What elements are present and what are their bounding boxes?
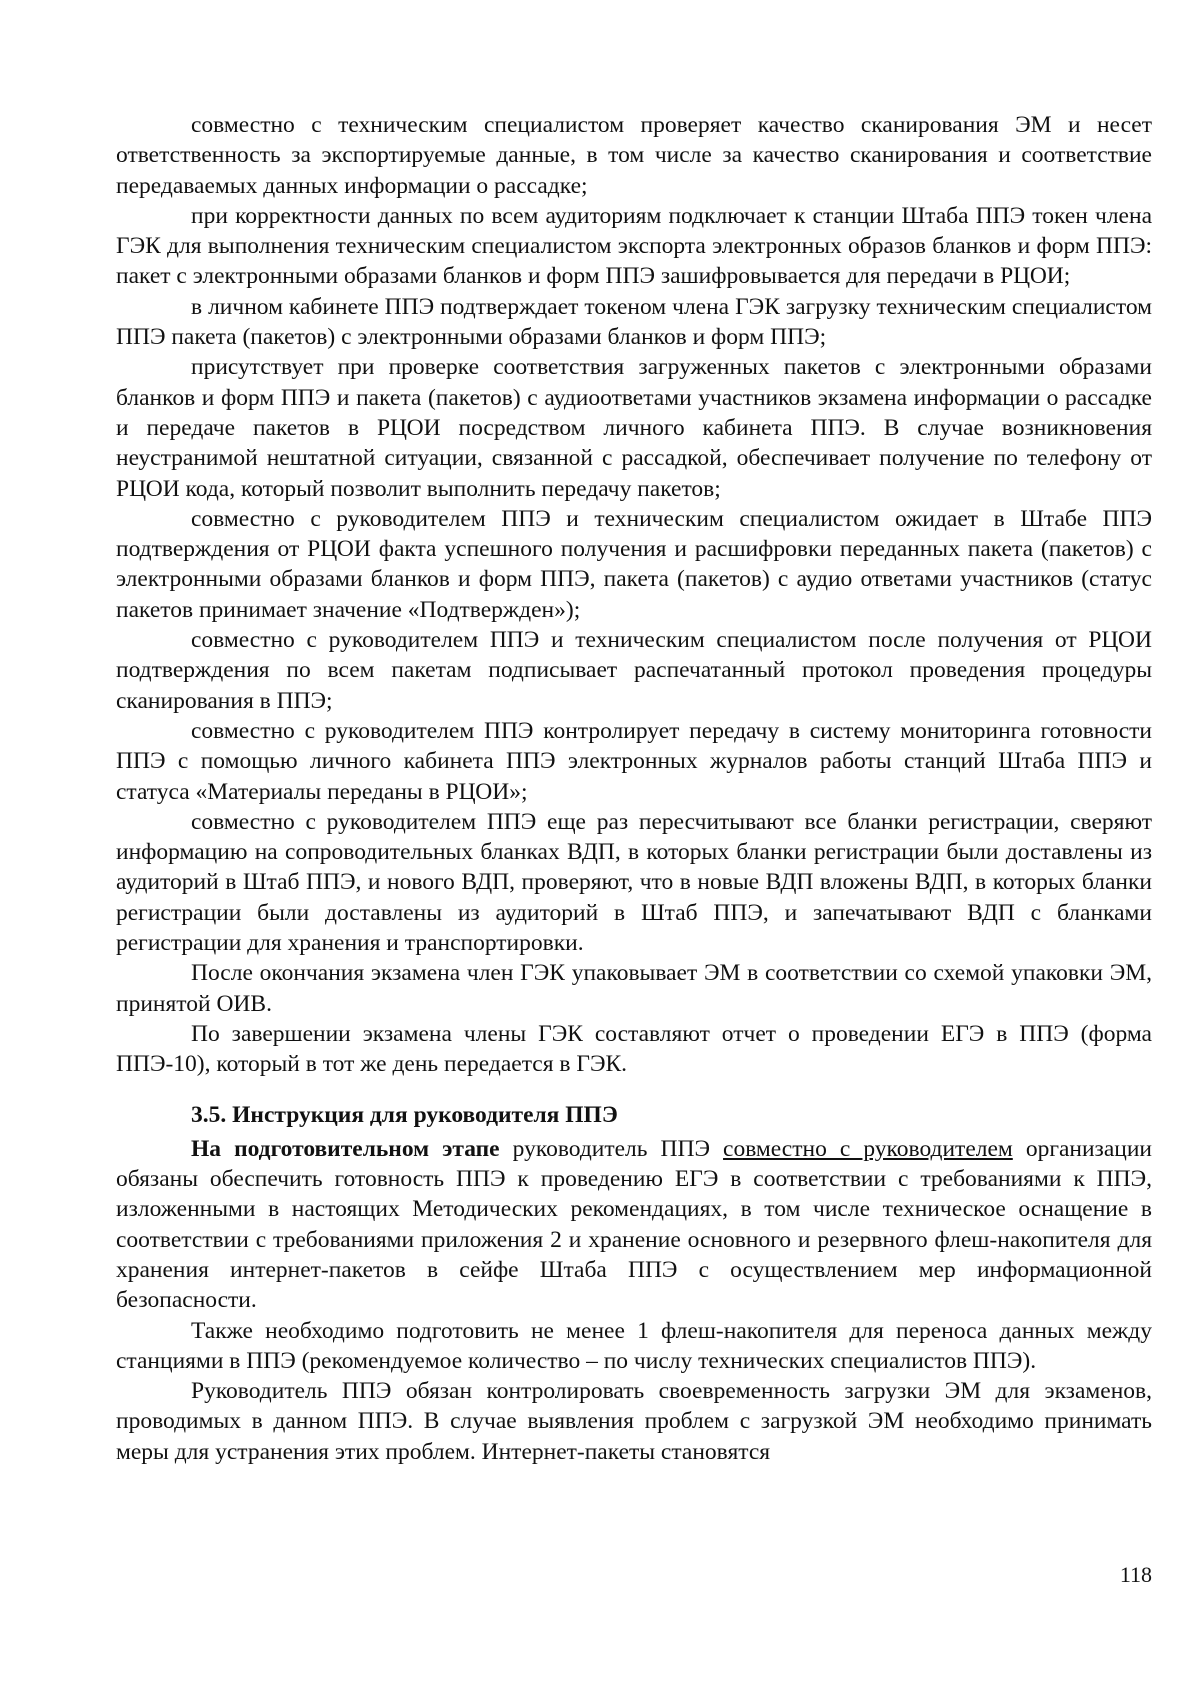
paragraph-head-control: Руководитель ППЭ обязан контролировать своевременность загрузки ЭМ для экзаменов, проводимых в данном ППЭ. В случае выявления проблем с загрузкой ЭМ необходимо принимать меры для устранения этих проблем. Интернет-пакеты становятся — [116, 1378, 1152, 1465]
paragraph-gek-report: По завершении экзамена члены ГЭК составляют отчет о проведении ЕГЭ в ППЭ (форма ППЭ-10), который в тот же день передается в ГЭК. — [116, 1020, 1152, 1078]
paragraph-gek-await-confirmation: совместно с руководителем ППЭ и техническим специалистом ожидает в Штабе ППЭ подтверждения от РЦОИ факта успешного получения и расшифровки переданных пакета (пакетов) с электронными образами бланков и форм ППЭ, пакета (пакетов) с аудио ответами участников (статус пакетов принимает значение «Подтвержден»); — [116, 505, 1152, 623]
paragraph-gek-sign-protocol: совместно с руководителем ППЭ и техническим специалистом после получения от РЦОИ подтверждения по всем пакетам подписывает распечатанный протокол проведения процедуры сканирования в ППЭ; — [116, 627, 1152, 714]
paragraph-gek-monitoring: совместно с руководителем ППЭ контролирует передачу в систему мониторинга готовности ППЭ с помощью личного кабинета ППЭ электронных журналов работы станций Штаба ППЭ и статуса «Материалы переданы в РЦОИ»; — [116, 717, 1152, 805]
page-number: 118 — [1119, 1562, 1152, 1587]
intro-text-2: организации обязаны обеспечить готовность ППЭ к проведению ЕГЭ в соответствии с требованиями к ППЭ, изложенными в настоящих Методических рекомендациях, в том числе техническое оснащение в соответствии с требованиями приложения 2 и хранение основного и резервного флеш-накопителя для хранения интернет-пакетов в сейфе Штаба ППЭ с осуществлением мер информационной безопасности. — [116, 1135, 1152, 1314]
intro-text-1: руководитель ППЭ — [499, 1135, 724, 1162]
document-page — [116, 110, 1152, 1467]
paragraph-gek-check-packages: присутствует при проверке соответствия загруженных пакетов с электронными образами бланков и форм ППЭ и пакета (пакетов) с аудиоответами участников экзамена информации о рассадке и передаче пакетов в РЦОИ посредством личного кабинета ППЭ. В случае возникновения неустранимой нештатной ситуации, связанной с рассадкой, обеспечивает получение по телефону от РЦОИ кода, который позволит выполнить передачу пакетов; — [116, 354, 1152, 502]
paragraph-flash-drives: Также необходимо подготовить не менее 1 флеш-накопителя для переноса данных между станциями в ППЭ (рекомендуемое количество – по числу технических специалистов ППЭ). — [116, 1317, 1152, 1374]
paragraph-gek-confirm-upload: в личном кабинете ППЭ подтверждает токеном члена ГЭК загрузку техническим специалистом ППЭ пакета (пакетов) с электронными образами бланков и форм ППЭ; — [116, 293, 1152, 351]
paragraph-gek-scan-quality: совместно с техническим специалистом проверяет качество сканирования ЭМ и несет ответственность за экспортируемые данные, в том числе за качество сканирования и соответствие передаваемых данных информации о рассадке; — [116, 112, 1152, 199]
paragraph-preparatory-stage — [116, 1134, 1152, 1316]
paragraph-gek-recount-forms: совместно с руководителем ППЭ еще раз пересчитывают все бланки регистрации, сверяют информацию на сопроводительных бланках ВДП, в которых бланки регистрации были доставлены из аудиторий в Штаб ППЭ, и нового ВДП, проверяют, что в новые ВДП вложены ВДП, в которых бланки регистрации были доставлены из аудиторий в Штаб ППЭ, и запечатывают ВДП с бланками регистрации для хранения и транспортировки. — [116, 808, 1152, 957]
section-heading: 3.5. Инструкция для руководителя ППЭ — [191, 1101, 618, 1128]
underlined-text: совместно с руководителем — [723, 1135, 1013, 1162]
bold-lead: На подготовительном этапе — [191, 1135, 500, 1162]
paragraph-gek-packing: После окончания экзамена член ГЭК упаковывает ЭМ в соответствии со схемой упаковки ЭМ, принятой ОИВ. — [116, 960, 1152, 1017]
paragraph-gek-token-export: при корректности данных по всем аудиториям подключает к станции Штаба ППЭ токен члена ГЭК для выполнения техническим специалистом экспорта электронных образов бланков и форм ППЭ: пакет с электронными образами бланков и форм ППЭ зашифровывается для передачи в РЦОИ; — [116, 202, 1152, 290]
